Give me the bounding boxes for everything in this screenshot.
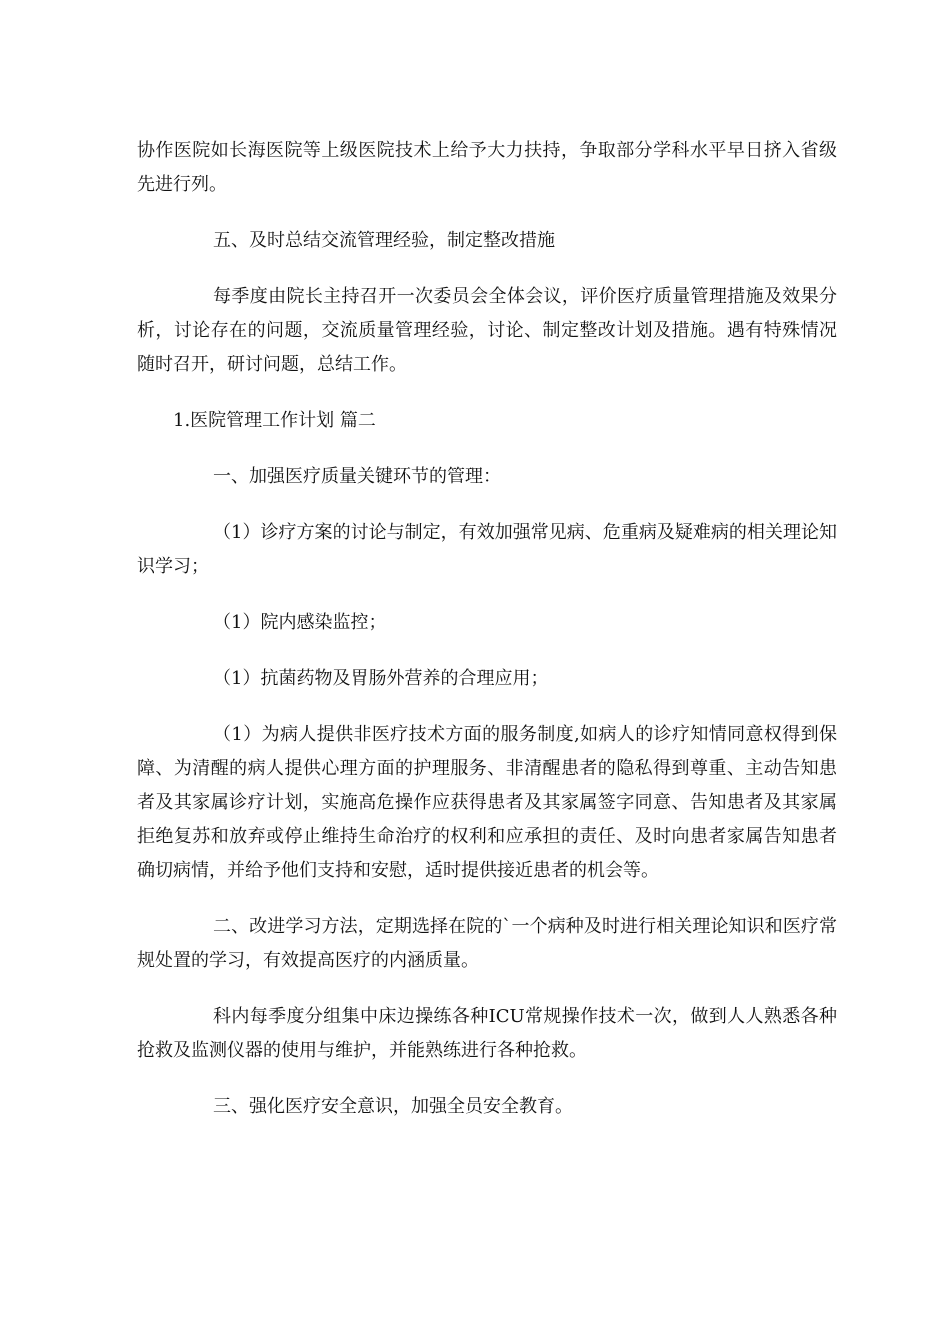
list-item-infection-control: （1）院内感染监控； [213, 612, 387, 633]
plan-title: 1.医院管理工作计划 篇二 [173, 410, 376, 431]
paragraph-continuation: 协作医院如长海医院等上级医院技术上给予大力扶持，争取部分学科水平早日挤入省级先进行列。 [137, 140, 837, 195]
section-heading-two: 二、改进学习方法，定期选择在院的`一个病种及时进行相关理论知识和医疗常规处置的学习，有效提高医疗的内涵质量。 [137, 916, 837, 971]
paragraph-quarterly-meeting: 每季度由院长主持召开一次委员会全体会议，评价医疗质量管理措施及效果分析，讨论存在的问题，交流质量管理经验，讨论、制定整改计划及措施。遇有特殊情况随时召开，研讨问题，总结工作。 [137, 286, 837, 375]
section-heading-three: 三、强化医疗安全意识，加强全员安全教育。 [213, 1096, 573, 1117]
list-item-antibiotics: （1）抗菌药物及胃肠外营养的合理应用； [213, 668, 549, 689]
document-body [137, 134, 837, 1124]
section-heading-five: 五、及时总结交流管理经验，制定整改措施 [213, 230, 555, 251]
section-heading-one: 一、加强医疗质量关键环节的管理： [213, 466, 501, 487]
list-item-patient-services: （1）为病人提供非医疗技术方面的服务制度,如病人的诊疗知情同意权得到保障、为清醒的病人提供心理方面的护理服务、非清醒患者的隐私得到尊重、主动告知患者及其家属诊疗计划，实施高危操作应获得患者及其家属签字同意、告知患者及其家属拒绝复苏和放弃或停止维持生命治疗的权利和应承担的责任、及时向患者家属告知患者确切病情，并给予他们支持和安慰，适时提供接近患者的机会等。 [137, 724, 837, 881]
paragraph-icu-training: 科内每季度分组集中床边操练各种ICU常规操作技术一次，做到人人熟悉各种抢救及监测仪器的使用与维护，并能熟练进行各种抢救。 [137, 1006, 837, 1061]
list-item-treatment-plan: （1）诊疗方案的讨论与制定，有效加强常见病、危重病及疑难病的相关理论知识学习； [137, 522, 837, 577]
